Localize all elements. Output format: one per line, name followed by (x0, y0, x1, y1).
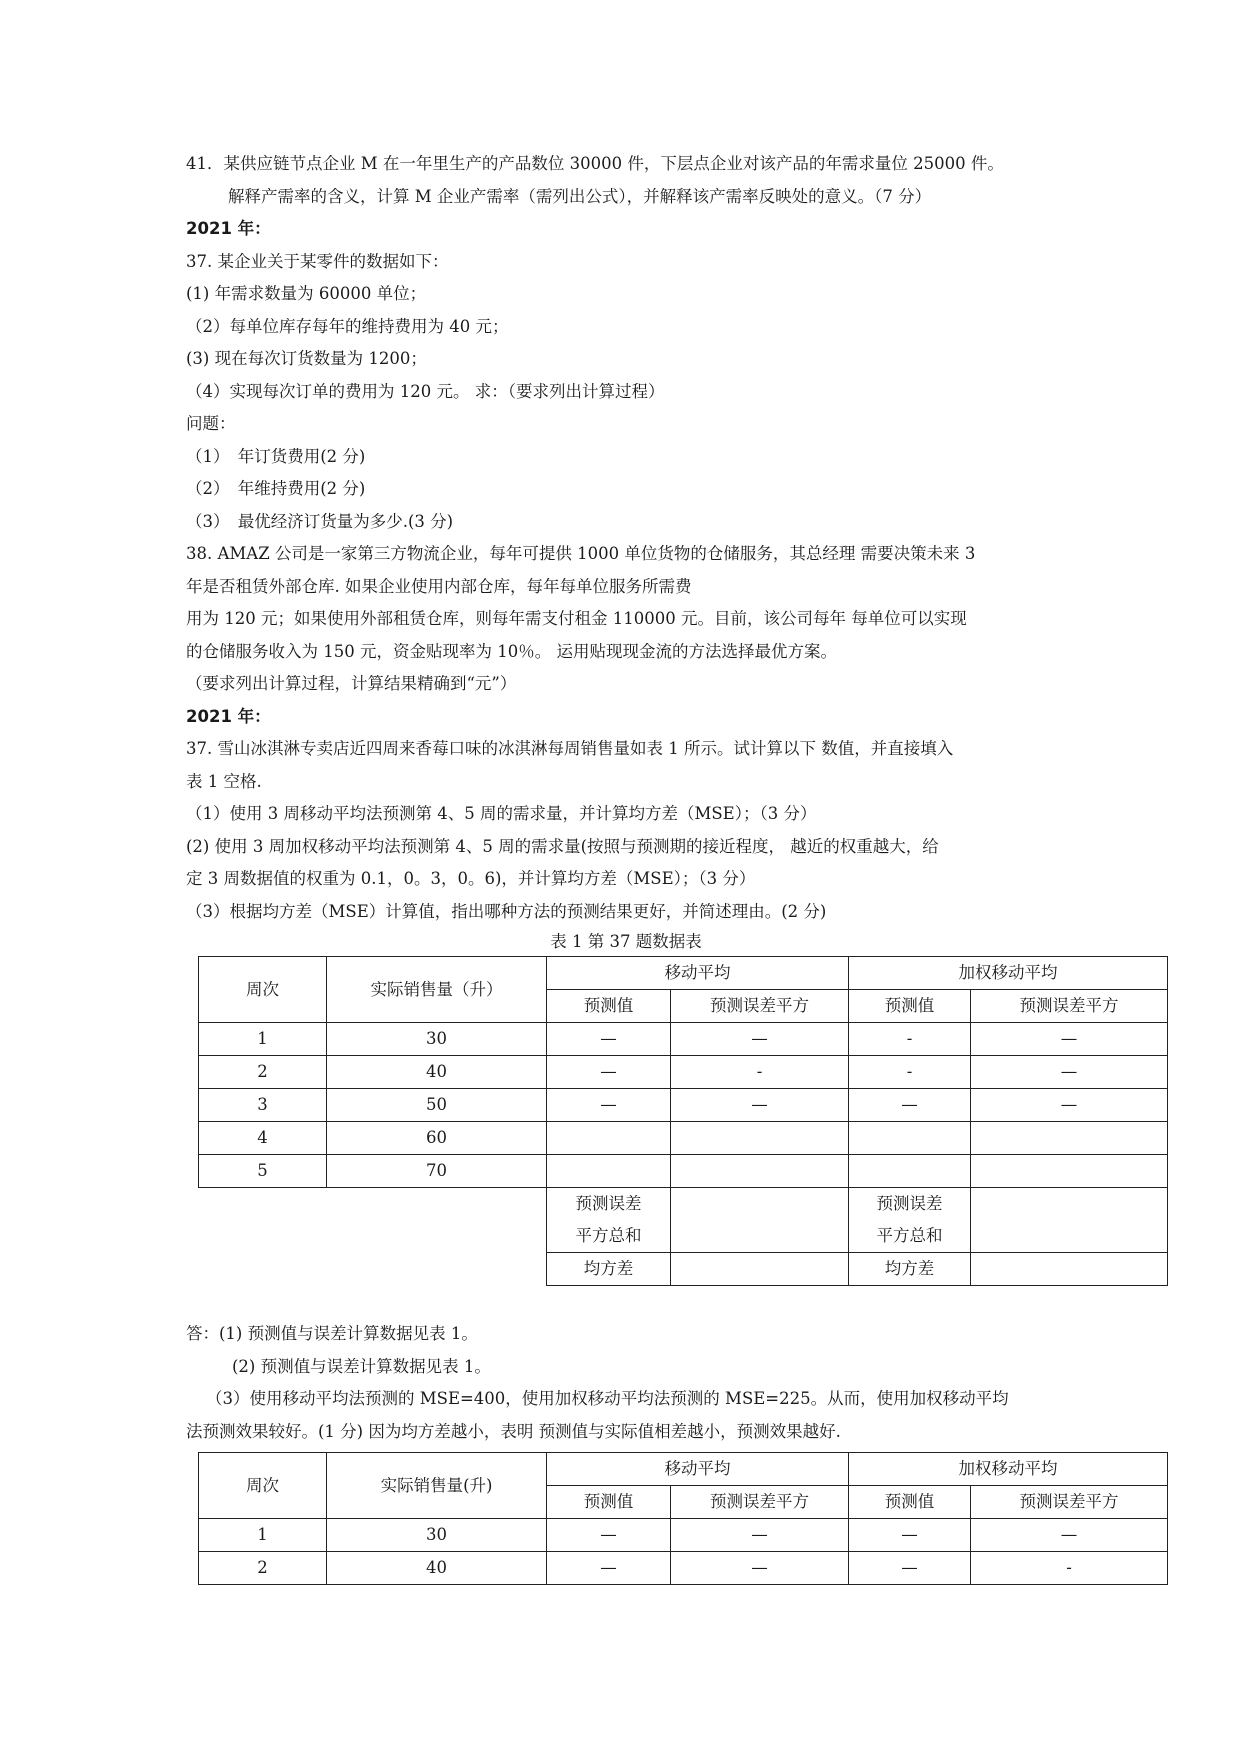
q37a-item-2: （2）每单位库存每年的维持费用为 40 元； (186, 316, 509, 336)
t1-cell: 70 (327, 1155, 547, 1188)
t1-header-ma-pred: 预测值 (547, 990, 671, 1023)
t1-cell: — (547, 1056, 671, 1089)
t1-sum-label-ma: 预测误差 平方总和 (547, 1188, 671, 1253)
table-row (199, 1089, 1168, 1122)
t2-cell: 1 (199, 1519, 327, 1552)
t2-cell: — (671, 1552, 849, 1585)
answer-block (186, 1318, 1066, 1448)
t2-header-wma: 加权移动平均 (849, 1453, 1168, 1486)
year-heading-2: 2021 年： (186, 706, 271, 726)
t1-cell (849, 1122, 971, 1155)
t1-cell (671, 1122, 849, 1155)
t1-sum-value-ma (671, 1188, 849, 1253)
t1-cell: — (547, 1089, 671, 1122)
t2-header-sales: 实际销售量(升) (327, 1453, 547, 1519)
t1-header-ma: 移动平均 (547, 957, 849, 990)
t2-cell: — (547, 1519, 671, 1552)
t1-cell: — (849, 1089, 971, 1122)
t1-header-ma-err: 预测误差平方 (671, 990, 849, 1023)
t1-header-wma: 加权移动平均 (849, 957, 1168, 990)
t2-cell: — (547, 1552, 671, 1585)
t1-cell: - (671, 1056, 849, 1089)
year-heading-1: 2021 年： (186, 219, 271, 238)
table-row (199, 1122, 1168, 1155)
q37b-line-1: 37. 雪山冰淇淋专卖店近四周来香莓口味的冰淇淋每周销售量如表 1 所示。试计算以下 数值，并直接填入 (186, 739, 954, 758)
table2 (198, 1452, 1168, 1585)
t2-cell: 30 (327, 1519, 547, 1552)
t2-header-ma-pred: 预测值 (547, 1486, 671, 1519)
q38-line-4: 的仓储服务收入为 150 元，资金贴现率为 10％。 运用贴现现金流的方法选择最优方案。 (186, 641, 837, 661)
t1-cell (971, 1122, 1168, 1155)
q37a-item-1: (1) 年需求数量为 60000 单位； (186, 284, 427, 303)
table1-caption: 表 1 第 37 题数据表 (550, 932, 702, 951)
table-row (199, 1056, 1168, 1089)
q37a-item-4: （4）实现每次订单的费用为 120 元。 求：（要求列出计算过程） (186, 381, 665, 401)
t2-header-wma-pred: 预测值 (849, 1486, 971, 1519)
t1-cell: — (671, 1089, 849, 1122)
answer-line-2: (2) 预测值与误差计算数据见表 1。 (232, 1356, 491, 1376)
t1-cell: 1 (199, 1023, 327, 1056)
t1-header-wma-pred: 预测值 (849, 990, 971, 1023)
t1-cell: 40 (327, 1056, 547, 1089)
q37b-item-2b: 定 3 周数据值的权重为 0.1，0。3，0。6)，并计算均方差（MSE）；（3 分） (186, 869, 756, 888)
t1-mse-value-wma (971, 1253, 1168, 1286)
t1-cell: 60 (327, 1122, 547, 1155)
question-1: （1） 年订货费用(2 分) (186, 446, 366, 466)
t1-cell: — (971, 1056, 1168, 1089)
q37a-intro: 37. 某企业关于某零件的数据如下： (186, 251, 449, 271)
t2-cell: — (849, 1519, 971, 1552)
q41-line-2: 解释产需率的含义，计算 M 企业产需率（需列出公式），并解释该产需率反映处的意义。（7 分） (228, 186, 932, 206)
q38-line-2: 年是否租赁外部仓库. 如果企业使用内部仓库，每年每单位服务所需费 (186, 576, 692, 596)
t1-cell: - (849, 1056, 971, 1089)
q41-line-1: 41．某供应链节点企业 M 在一年里生产的产品数位 30000 件，下层点企业对该产品的年需求量位 25000 件。 (186, 154, 1004, 173)
table-row (199, 1552, 1168, 1585)
answer-line-3: （3）使用移动平均法预测的 MSE=400，使用加权移动平均法预测的 MSE=225。从而，使用加权移动平均 (206, 1389, 1009, 1408)
q38-line-3: 用为 120 元；如果使用外部租赁仓库，则每年需支付租金 110000 元。目前，该公司每年 每单位可以实现 (186, 609, 967, 628)
t2-header-week: 周次 (199, 1453, 327, 1519)
answer-line-1: 答：(1) 预测值与误差计算数据见表 1。 (186, 1324, 478, 1343)
table-row (199, 1155, 1168, 1188)
table-row (199, 1023, 1168, 1056)
t1-cell (849, 1155, 971, 1188)
t1-header-week: 周次 (199, 957, 327, 1023)
t2-cell: 2 (199, 1552, 327, 1585)
t1-cell: 4 (199, 1122, 327, 1155)
t2-header-ma: 移动平均 (547, 1453, 849, 1486)
t1-cell: 50 (327, 1089, 547, 1122)
t1-header-sales: 实际销售量（升） (327, 957, 547, 1023)
question-2: （2） 年维持费用(2 分) (186, 479, 366, 498)
t2-cell: — (849, 1552, 971, 1585)
question-3: （3） 最优经济订货量为多少.(3 分) (186, 511, 454, 531)
q37b-line-2: 表 1 空格. (186, 771, 262, 791)
t1-cell: 30 (327, 1023, 547, 1056)
t2-cell: 40 (327, 1552, 547, 1585)
t1-cell: — (547, 1023, 671, 1056)
q37b-item-1: （1）使用 3 周移动平均法预测第 4、5 周的需求量，并计算均方差（MSE）；（3 分） (186, 804, 817, 823)
table-row (199, 1519, 1168, 1552)
t1-sum-label-wma: 预测误差 平方总和 (849, 1188, 971, 1253)
t1-mse-label-wma: 均方差 (849, 1253, 971, 1286)
t2-header-ma-err: 预测误差平方 (671, 1486, 849, 1519)
t2-cell: - (971, 1552, 1168, 1585)
t1-cell (671, 1155, 849, 1188)
q38-line-1: 38. AMAZ 公司是一家第三方物流企业，每年可提供 1000 单位货物的仓储服务，其总经理 需要决策未来 3 (186, 544, 976, 563)
t1-cell: 3 (199, 1089, 327, 1122)
t1-cell (547, 1122, 671, 1155)
t1-cell: — (671, 1023, 849, 1056)
t1-cell (971, 1155, 1168, 1188)
t1-mse-value-ma (671, 1253, 849, 1286)
t1-cell: — (971, 1089, 1168, 1122)
question-label: 问题： (186, 414, 236, 433)
t2-cell: — (971, 1519, 1168, 1552)
q38-line-5: （要求列出计算过程，计算结果精确到“元”） (186, 674, 517, 693)
answer-line-4: 法预测效果较好。(1 分) 因为均方差越小，表明 预测值与实际值相差越小，预测效果越好. (186, 1421, 841, 1441)
document-page (186, 148, 1066, 928)
t2-header-wma-err: 预测误差平方 (971, 1486, 1168, 1519)
q37b-item-2a: (2) 使用 3 周加权移动平均法预测第 4、5 周的需求量(按照与预测期的接近程度， 越近的权重越大，给 (186, 836, 939, 856)
t1-cell: 5 (199, 1155, 327, 1188)
t2-cell: — (671, 1519, 849, 1552)
table1 (198, 956, 1168, 1286)
t1-mse-label-ma: 均方差 (547, 1253, 671, 1286)
t1-cell: — (971, 1023, 1168, 1056)
q37b-item-3: （3）根据均方差（MSE）计算值，指出哪种方法的预测结果更好，并简述理由。(2 分) (186, 901, 827, 921)
t1-cell (547, 1155, 671, 1188)
t1-header-wma-err: 预测误差平方 (971, 990, 1168, 1023)
t1-cell: 2 (199, 1056, 327, 1089)
t1-cell: - (849, 1023, 971, 1056)
q37a-item-3: (3) 现在每次订货数量为 1200； (186, 349, 427, 368)
t1-sum-value-wma (971, 1188, 1168, 1253)
